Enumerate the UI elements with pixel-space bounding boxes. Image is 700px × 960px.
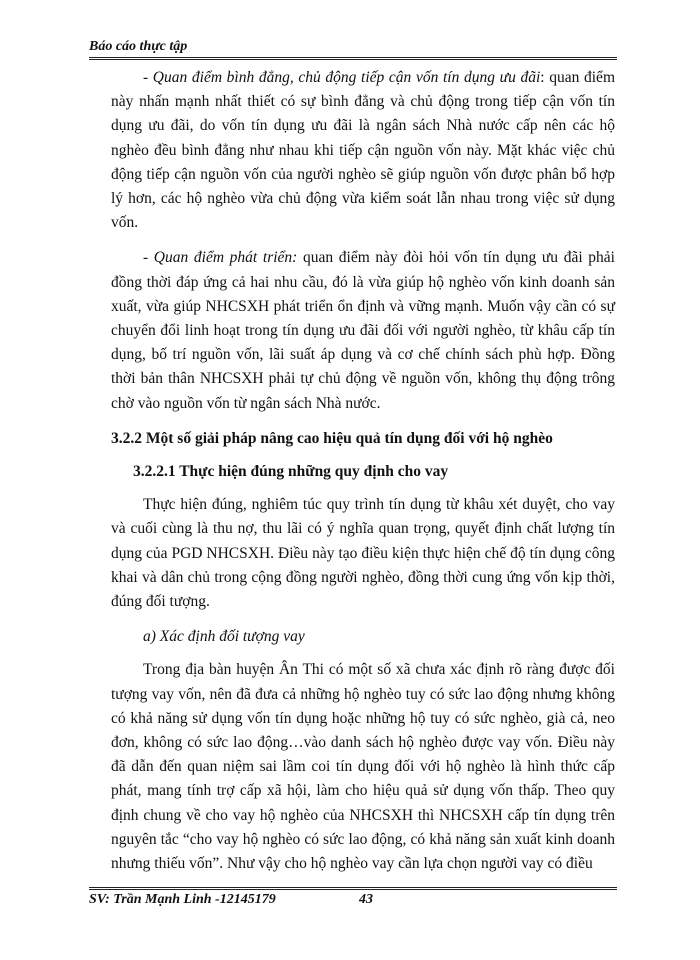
paragraph-borrower: Trong địa bàn huyện Ân Thi có một số xã chưa xác định rõ ràng được đối tượng vay vốn, nên đã đưa cả những hộ nghèo tuy có sức lao động nhưng không có khả năng sử dụng vốn tín dụng hoặc những hộ tuy có sức nghèo, già cả, neo đơn, không có sức lao động…vào danh sách hộ nghèo được vay vốn. Điều này đã dẫn đến quan niệm sai lầm coi tín dụng đối với hộ nghèo là hình thức cấp phát, mang tính trợ cấp xã hội, làm cho hiệu quả sử dụng vốn thấp. Theo quy định chung về cho vay hộ nghèo của NHCSXH thì NHCSXH cấp tín dụng trên nguyên tắc “cho vay hộ nghèo có sức lao động, có khả năng sản xuất kinh doanh nhưng thiếu vốn”. Như vậy cho hộ nghèo vay cần lựa chọn người vay có điều: [111, 661, 615, 873]
paragraph-text: quan điểm này đòi hỏi vốn tín dụng ưu đãi phải đồng thời đáp ứng cả hai nhu cầu, đó là vừa giúp hộ nghèo vốn kinh doanh sản xuất, vừa giúp NHCSXH phát triển ổn định và vững mạnh. Muốn vậy cần có sự chuyển đổi linh hoạt trong tín dụng ưu đãi đối với người nghèo, từ khâu cấp tín dụng, bố trí nguồn vốn, lãi suất áp dụng và cơ chế chính sách phù hợp. Đồng thời bản thân NHCSXH phải tự chủ động về nguồn vốn, không thụ động trông chờ vào nguồn vốn từ ngân sách Nhà nước.: [111, 249, 615, 412]
paragraph-lead: - Quan điểm bình đẳng, chủ động tiếp cận vốn tín dụng ưu đãi: [143, 69, 541, 86]
paragraph-development: [111, 246, 615, 415]
header-title: Báo cáo thực tập: [89, 39, 188, 54]
subsection-heading: 3.2.2.1 Thực hiện đúng những quy định cho vay: [133, 463, 449, 481]
page-footer: [89, 887, 617, 908]
document-body: [111, 66, 615, 887]
page-number: 43: [359, 892, 373, 907]
paragraph-lead: - Quan điểm phát triển:: [143, 249, 298, 267]
paragraph-procedure: Thực hiện đúng, nghiêm túc quy trình tín dụng từ khâu xét duyệt, cho vay và cuối cùng là thu nợ, thu lãi có ý nghĩa quan trọng, quyết định chất lượng tín dụng của PGD NHCSXH. Điều này tạo điều kiện thực hiện chế độ tín dụng công khai và dân chủ trong cộng đồng người nghèo, đồng thời cung ứng vốn kịp thời, đúng đối tượng.: [111, 496, 615, 611]
sub-heading-a: a) Xác định đối tượng vay: [143, 628, 305, 646]
paragraph-text: : quan điểm này nhấn mạnh nhất thiết có sự bình đẳng và chủ động trong tiếp cận vốn tín dụng ưu đãi, do vốn tín dụng ưu đãi là ngân sách Nhà nước cấp nên các hộ nghèo đều bình đẳng như nhau khi tiếp cận nguồn vốn này. Mặt khác việc chủ động tiếp cận nguồn vốn của người nghèo sẽ giúp nguồn vốn được phân bổ hợp lý hơn, các hộ nghèo vừa chủ động vừa kiểm soát lẫn nhau trong việc sử dụng vốn.: [111, 69, 615, 232]
footer-rule: [89, 887, 617, 890]
section-heading: 3.2.2 Một số giải pháp nâng cao hiệu quả tín dụng đối với hộ nghèo: [111, 429, 553, 447]
footer-author: SV: Trần Mạnh Linh -12145179: [89, 892, 276, 907]
footer-row: [89, 892, 617, 908]
page-header: [89, 38, 617, 60]
paragraph-equal-access: [111, 66, 615, 235]
header-rule: [89, 57, 617, 60]
